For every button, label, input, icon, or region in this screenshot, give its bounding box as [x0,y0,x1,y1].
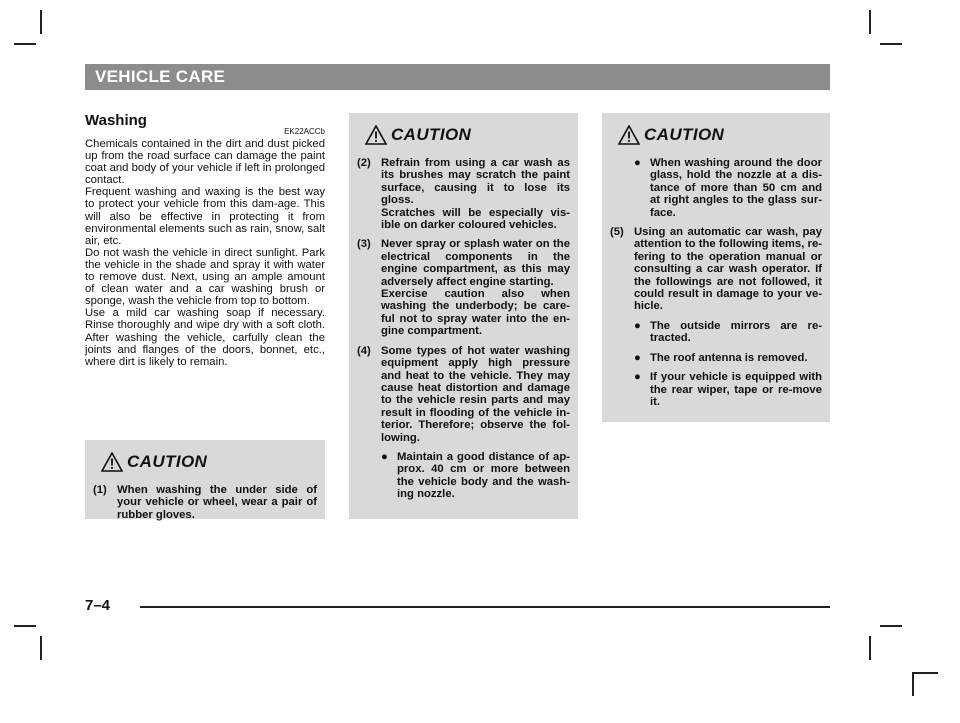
caution-heading [357,123,570,157]
item-number: (3) [357,238,371,251]
item-text: When washing the under side of your vehicle or wheel, wear a pair of rubber gloves. [117,484,317,521]
item-text: Using an automatic car wash, pay attention to the following items, re-fering to the operation manual or consulting a car wash operator. If the followings are not followed, it could result in damage to your ve-hicle. [634,226,822,313]
item-note: Exercise caution also when washing the underbody; be care-ful not to spray water into the en-gine compartment. [381,288,570,338]
bullet-icon: ● [634,371,641,384]
bullet-item [381,451,570,501]
section-header-bar [85,64,830,90]
crop-mark [869,636,871,660]
crop-mark [869,10,871,34]
washing-title: Washing [85,112,147,129]
crop-mark [912,672,914,696]
bullet-text: If your vehicle is equipped with the rear wiper, tape or re-move it. [650,371,822,408]
section-header-title: VEHICLE CARE [95,67,226,86]
caution-label: CAUTION [127,452,208,471]
warning-triangle-icon [365,125,387,145]
crop-mark [912,672,938,674]
item-text: Refrain from using a car wash as its brushes may scratch the paint surface, causing it to lose its gloss. [381,157,570,207]
washing-code: EK22ACCb [284,127,325,136]
page-number: 7–4 [85,597,111,614]
caution-label: CAUTION [644,125,725,144]
caution-item [610,226,822,408]
bullet-icon: ● [634,319,641,332]
crop-mark [14,625,36,627]
caution-item [357,238,570,337]
bullet-item [634,320,822,345]
washing-paragraph: Do not wash the vehicle in direct sunlight. Park the vehicle in the shade and spray it with water to remove dust. Next, using an ample amount of clean water and a car washing brush or sponge, wash the vehicle from top to bottom. [85,246,325,308]
washing-section [85,112,325,368]
item-note: Scratches will be especially vis-ible on darker coloured vehicles. [381,206,570,232]
bullet-text: The outside mirrors are re-tracted. [650,319,822,345]
caution-item [357,345,570,501]
bullet-item [634,371,822,408]
item-number: (2) [357,157,371,169]
bullet-icon: ● [381,450,388,463]
item-number: (1) [93,484,107,496]
caution-box-3 [602,113,830,422]
item-number: (5) [610,226,624,239]
caution-heading [610,123,822,157]
footer-rule [140,606,830,608]
bullet-icon: ● [634,157,641,169]
caution-label: CAUTION [391,125,472,144]
bullet-item [634,352,822,364]
warning-triangle-icon [618,125,640,145]
crop-mark [40,10,42,34]
item-number: (4) [357,344,371,357]
item-text: Never spray or splash water on the electrical components in the engine compartment, as this may adversely affect engine starting. [381,238,570,288]
bullet-item [610,157,822,219]
caution-box-1 [85,440,325,519]
washing-body [85,138,325,368]
item-text: Some types of hot water washing equipment apply high pressure and heat to the vehicle. They may cause heat distortion and damage to the vehicle resin parts and may result in flooding of the vehicle in-terior. Therefore; observe the fol-lowing. [381,344,570,444]
crop-mark [880,625,902,627]
bullet-text: The roof antenna is removed. [650,351,808,364]
crop-mark [14,43,36,45]
washing-paragraph: Use a mild car washing soap if necessary. Rinse thoroughly and wipe dry with a soft cloth. After washing the vehicle, carfully clean the joints and flanges of the doors, bonnet, etc., where dirt is likely to remain. [85,307,325,368]
bullet-text: When washing around the door glass, hold the nozzle at a dis-tance of more than 50 cm and at right angles to the glass sur-face. [650,157,822,219]
crop-mark [40,636,42,660]
washing-paragraph: Frequent washing and waxing is the best way to protect your vehicle from this dam-age. This will also be effective in protecting it from environmental elements such as rain, snow, salt air, etc. [85,186,325,247]
caution-item [357,157,570,231]
washing-heading [85,112,325,138]
warning-triangle-icon [101,452,123,472]
caution-item [93,484,317,521]
bullet-icon: ● [634,351,641,364]
crop-mark [880,43,902,45]
caution-box-2 [349,113,578,519]
caution-heading [93,450,317,484]
washing-paragraph: Chemicals contained in the dirt and dust picked up from the road surface can damage the paint coat and body of your vehicle if left in prolonged contact. [85,138,325,187]
bullet-text: Maintain a good distance of ap-prox. 40 cm or more between the vehicle body and the wash-ing nozzle. [397,450,570,501]
